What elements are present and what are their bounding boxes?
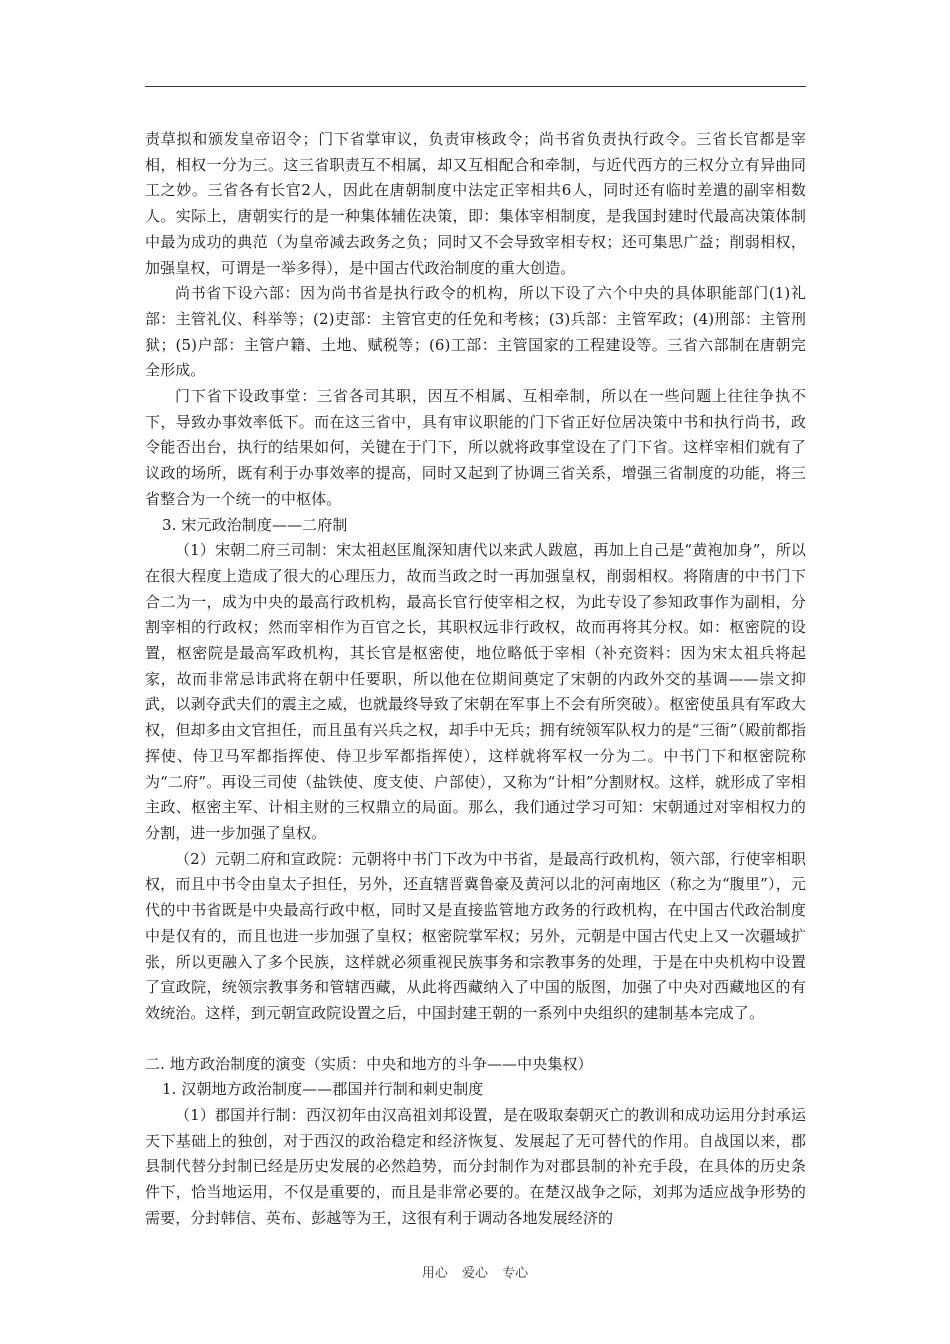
paragraph-song-dynasty: （1）宋朝二府三司制：宋太祖赵匡胤深知唐代以来武人跋扈，再加上自己是“黄袍加身”，所以在很大程度上造成了很大的心理压力，故而当政之时一再加强皇权，削弱相权。将隋唐的中书门下合二为一，成为中央的最高行政机构，最高长官行使宰相之权，为此专设了参知政事作为副相，分割宰相的行政权；然而宰相作为百官之长，其职权远非行政权，故而再将其分权。如：枢密院的设置，枢密院是最高军政机构，其长官是枢密使，地位略低于宰相（补充资料：因为宋太祖兵将起家，故而非常忌讳武将在朝中任要职，所以他在位期间奠定了宋朝的内政外交的基调——崇文抑武，以剥夺武夫们的震主之威，也就最终导致了宋朝在军事上不会有所突破）。枢密使虽具有军政大权，但却多由文官担任，而且虽有兴兵之权，却手中无兵；拥有统领军队权力的是“三衙”（殿前都指挥使、侍卫马军都指挥使、侍卫步军都指挥使），这样就将军权一分为二。中书门下和枢密院称为“二府”。再设三司使（盐铁使、度支使、户部使），又称为“计相”分割财权。这样，就形成了宰相主政、枢密主军、计相主财的三权鼎立的局面。那么，我们通过学习可知：宋朝通过对宰相权力的分割，进一步加强了皇权。	[145, 541, 806, 842]
heading-han-local: 1. 汉朝地方政治制度——郡国并行制和刺史制度	[162, 1080, 484, 1099]
heading-song-yuan: 3. 宋元政治制度——二府制	[162, 515, 348, 534]
paragraph-six-ministries: 尚书省下设六部：因为尚书省是执行政令的机构，所以下设了六个中央的具体职能部门(1)礼部：主管礼仪、科举等；(2)吏部：主管官吏的任免和考核；(3)兵部：主管军政；(4)刑部：主管刑狱；(5)户部：主管户籍、土地、赋税等；(6)工部：主管国家的工程建设等。三省六部制在唐朝完全形成。	[145, 284, 806, 380]
paragraph-han-commandery: （1）郡国并行制：西汉初年由汉高祖刘邦设置，是在吸取秦朝灭亡的教训和成功运用分封承运天下基础上的独创，对于西汉的政治稳定和经济恢复、发展起了无可替代的作用。自战国以来，郡县制代替分封制已经是历史发展的必然趋势，而分封制作为对郡县制的补充手段，在具体的历史条件下，恰当地运用，不仅是重要的，而且是非常必要的。在楚汉战争之际，刘邦为适应战争形势的需要，分封韩信、英布、彭越等为王，这很有利于调动各地发展经济的	[145, 1106, 806, 1227]
paragraph-yuan-dynasty: （2）元朝二府和宣政院：元朝将中书门下改为中书省，是最高行政机构，领六部，行使宰相职权，而且中书令由皇太子担任，另外，还直辖晋冀鲁豪及黄河以北的河南地区（称之为“腹里”），元代的中书省既是中央最高行政中枢，同时又是直接监管地方政务的行政机构，在中国古代政治制度中是仅有的，而且也进一步加强了皇权；枢密院掌军权；另外，元朝是中国古代史上又一次疆域扩张，所以更融入了多个民族，这样就必须重视民族事务和宗教事务的处理，于是在中央机构中设置了宣政院，统领宗教事务和管辖西藏，从此将西藏纳入了中国的版图，加强了中央对西藏地区的有效统治。这样，到元朝宣政院设置之后，中国封建王朝的一系列中央组织的建制基本完成了。	[145, 849, 806, 1022]
document-body	[145, 127, 806, 1232]
section-gap	[145, 1027, 806, 1052]
page-footer: 用心 爱心 专心	[421, 1266, 529, 1281]
paragraph-tang-three-departments: 责草拟和颁发皇帝诏令；门下省掌审议，负责审核政令；尚书省负责执行政令。三省长官都是宰相，相权一分为三。这三省职责互不相属，却又互相配合和牵制，与近代西方的三权分立有异曲同工之妙。三省各有长官2人，因此在唐朝制度中法定正宰相共6人，同时还有临时差遣的副宰相数人。实际上，唐朝实行的是一种集体辅佐决策，即：集体宰相制度，是我国封建时代最高决策体制中最为成功的典范（为皇帝减去政务之负；同时又不会导致宰相专权；还可集思广益；削弱相权，加强皇权，可谓是一举多得），是中国古代政治制度的重大创造。	[145, 130, 806, 277]
heading-section-2: 二. 地方政治制度的演变（实质：中央和地方的斗争——中央集权）	[145, 1054, 593, 1073]
header-rule	[145, 86, 806, 87]
paragraph-zhengshitang: 门下省下设政事堂：三省各司其职，因互不相属、互相牵制，所以在一些问题上往往争执不下，导致办事效率低下。而在这三省中，具有审议职能的门下省正好位居决策中书和执行尚书，政令能否出台，执行的结果如何，关键在于门下，所以就将政事堂设在了门下省。这样宰相们就有了议政的场所，既有利于办事效率的提高，同时又起到了协调三省关系，增强三省制度的功能，将三省整合为一个统一的中枢体。	[145, 387, 806, 508]
